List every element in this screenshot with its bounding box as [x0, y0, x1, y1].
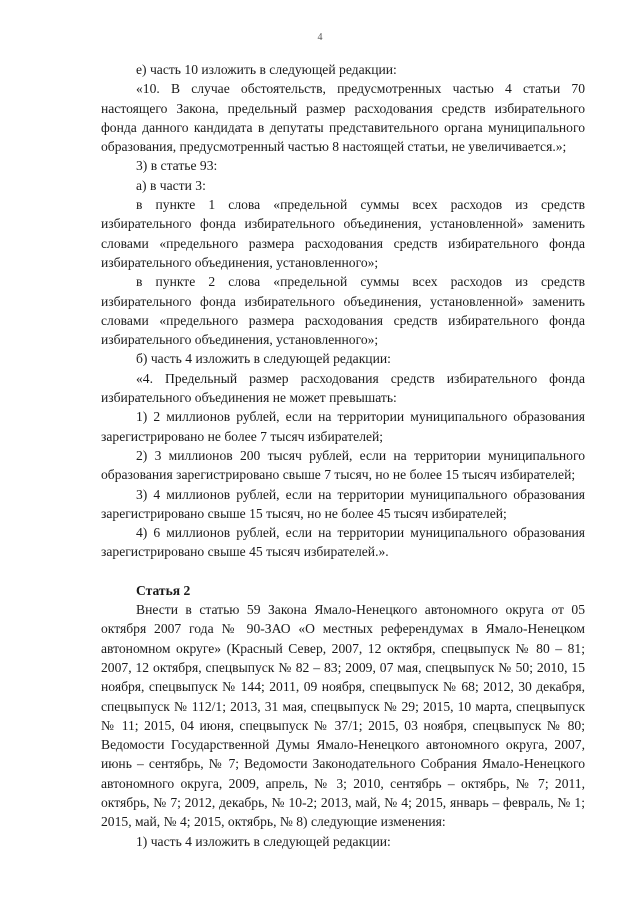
paragraph: 1) 2 миллионов рублей, если на территории муниципального образования зарегистрировано не более 7 тысяч избирателей; [101, 409, 585, 444]
paragraph: «10. В случае обстоятельств, предусмотренных частью 4 статьи 70 настоящего Закона, предельный размер расходования средств избирательного фонда данного кандидата в депутаты представительного органа муниципального образования, предусмотренный частью 8 настоящей статьи, не увеличивается.»; [101, 81, 585, 155]
paragraph: б) часть 4 изложить в следующей редакции: [136, 351, 391, 367]
paragraph: е) часть 10 изложить в следующей редакции: [136, 62, 397, 77]
paragraph: Внести в статью 59 Закона Ямало-Ненецкого автономного округа от 05 октября 2007 года № 90-ЗАО «О местных референдумах в Ямало-Ненецком автономном округе» (Красный Север, 2007, 12 октября, спецвыпуск № 80 – 81; 2007, 12 октября, спецвыпуск № 82 – 83; 2009, 07 мая, спецвыпуск № 50; 2010, 15 ноября, спецвыпуск № 144; 2011, 09 ноября, спецвыпуск № 68; 2012, 30 декабря, спецвыпуск № 112/1; 2013, 31 мая, спецвыпуск № 29; 2015, 10 марта, спецвыпуск № 11; 2015, 04 июня, спецвыпуск № 37/1; 2015, 03 ноября, спецвыпуск № 80; Ведомости Государственной Думы Ямало-Ненецкого автономного округа, 2007, июнь – сентябрь, № 7; Ведомости Законодательного Собрания Ямало-Ненецкого автономного округа, 2009, апрель, № 3; 2010, сентябрь – октябрь, № 7; 2011, октябрь, № 7; 2012, декабрь, № 10-2; 2013, май, № 4; 2015, январь – февраль, № 1; 2015, май, № 4; 2015, октябрь, № 8) следующие изменения: [101, 602, 585, 830]
paragraph: 4) 6 миллионов рублей, если на территории муниципального образования зарегистрировано свыше 45 тысяч избирателей.». [101, 525, 585, 560]
paragraph: 2) 3 миллионов 200 тысяч рублей, если на территории муниципального образования зарегистрировано свыше 7 тысяч, но не более 15 тысяч избирателей; [101, 447, 585, 483]
paragraph: в пункте 2 слова «предельной суммы всех расходов из средств избирательного фонда избирательного объединения, установленной» заменить словами «предельного размера расходования средств избирательного фонда избирательного объединения, установленного»; [101, 274, 585, 348]
article-heading: Статья 2 [136, 582, 191, 598]
paragraph: 1) часть 4 изложить в следующей редакции: [136, 833, 391, 849]
paragraph: в пункте 1 слова «предельной суммы всех расходов из средств избирательного фонда избирательного объединения, установленной» заменить словами «предельного размера расходования средств избирательного фонда избирательного объединения, установленного»; [101, 197, 585, 270]
paragraph: 3) 4 миллионов рублей, если на территории муниципального образования зарегистрировано свыше 15 тысяч, но не более 45 тысяч избирателей; [101, 486, 585, 521]
paragraph: «4. Предельный размер расходования средств избирательного фонда избирательного объединения не может превышать: [101, 370, 585, 406]
paragraph: а) в части 3: [136, 177, 206, 193]
paragraph: 3) в статье 93: [136, 158, 218, 174]
page-number: 4 [317, 32, 323, 43]
document-body [101, 60, 585, 851]
